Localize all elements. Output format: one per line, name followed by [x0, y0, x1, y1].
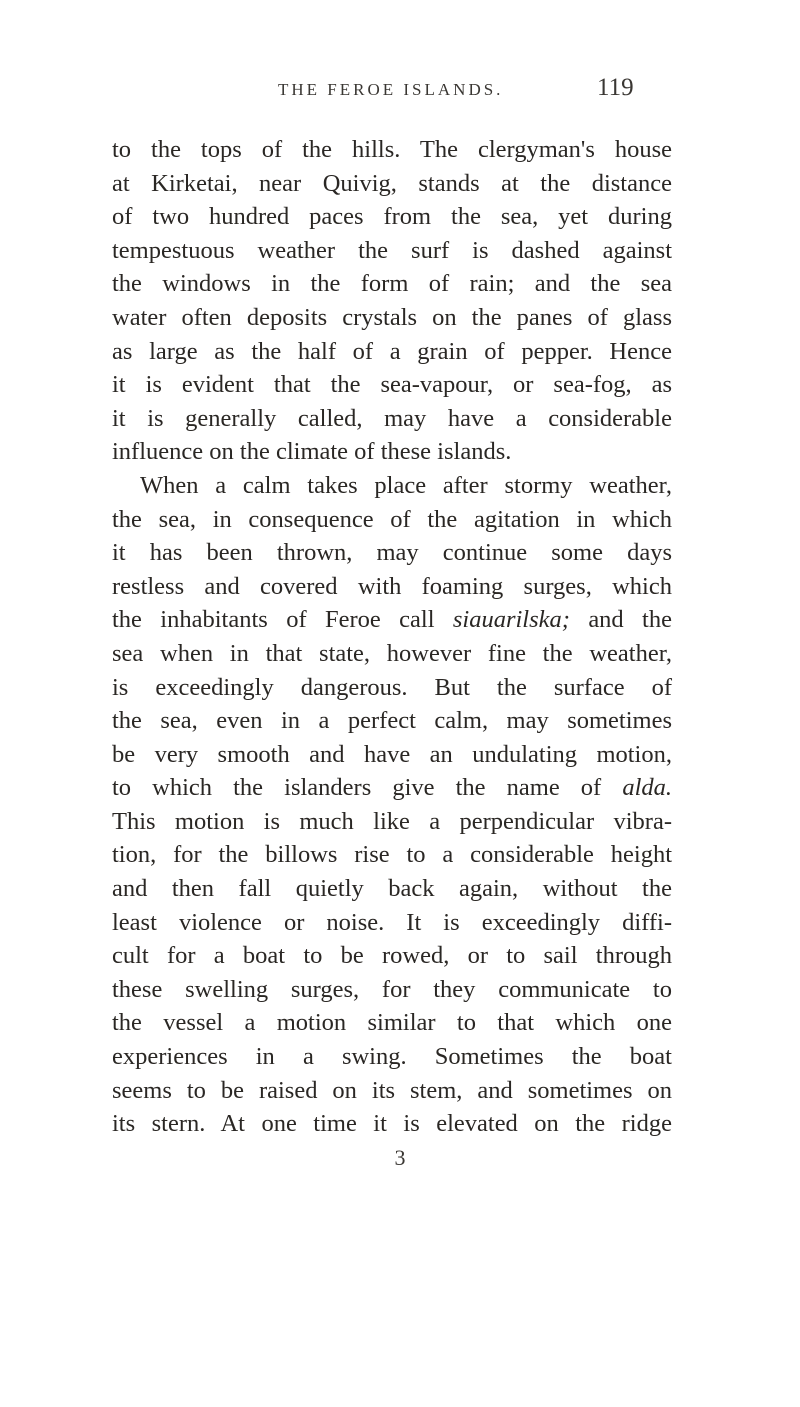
- text-segment: tion, for the billows rise to a considerable height: [112, 841, 672, 869]
- text-line: [112, 267, 672, 301]
- text-line: [112, 1006, 672, 1040]
- text-line: [112, 435, 672, 469]
- text-line: [112, 536, 672, 570]
- italic-term: alda.: [622, 774, 672, 802]
- text-line: [112, 1040, 672, 1074]
- text-segment: its stern. At one time it is elevated on the ridge: [112, 1110, 672, 1138]
- text-segment: experiences in a swing. Sometimes the boat: [112, 1043, 672, 1071]
- signature-mark: 3: [394, 1145, 406, 1170]
- text-segment: least violence or noise. It is exceedingly diffi-: [112, 908, 672, 936]
- text-segment: to which the islanders give the name of: [112, 774, 623, 802]
- text-segment: these swelling surges, for they communicate to: [112, 975, 672, 1003]
- text-line: [112, 368, 672, 402]
- text-line: [112, 872, 672, 906]
- text-line: [112, 671, 672, 705]
- body-text: [112, 133, 672, 1141]
- text-segment: to the tops of the hills. The clergyman's house: [112, 136, 672, 163]
- text-segment: as large as the half of a grain of pepper. Hence: [112, 337, 672, 365]
- text-line: [112, 805, 672, 839]
- text-segment: the vessel a motion similar to that which one: [112, 1009, 672, 1037]
- text-line: [112, 301, 672, 335]
- text-line: [112, 1074, 672, 1108]
- italic-term: siauarilska;: [452, 606, 570, 634]
- text-line: [112, 200, 672, 234]
- text-line: [112, 603, 672, 637]
- text-segment: restless and covered with foaming surges, which: [112, 572, 672, 600]
- text-line: [112, 402, 672, 436]
- text-line: [112, 973, 672, 1007]
- text-line: [112, 637, 672, 671]
- text-line: [112, 167, 672, 201]
- text-line: [112, 704, 672, 738]
- text-line: [112, 838, 672, 872]
- text-line: [112, 335, 672, 369]
- text-segment: and the: [569, 606, 672, 634]
- text-line: [112, 503, 672, 537]
- text-segment: water often deposits crystals on the panes of glass: [112, 303, 672, 331]
- running-head: THE FEROE ISLANDS.: [278, 80, 504, 99]
- text-line: [112, 234, 672, 268]
- text-segment: is exceedingly dangerous. But the surface of: [112, 673, 672, 701]
- text-segment: influence on the climate of these islands.: [112, 438, 512, 466]
- text-segment: it has been thrown, may continue some days: [112, 539, 672, 567]
- text-segment: it is evident that the sea-vapour, or sea-fog, as: [112, 371, 672, 399]
- text-line: [112, 771, 672, 805]
- text-segment: and then fall quietly back again, without the: [112, 875, 672, 903]
- text-line: [112, 1107, 672, 1141]
- page-number: 119: [597, 74, 634, 101]
- text-segment: This motion is much like a perpendicular vibra-: [112, 807, 672, 835]
- text-line: [112, 570, 672, 604]
- text-segment: the inhabitants of Feroe call: [112, 606, 453, 634]
- text-segment: be very smooth and have an undulating motion,: [112, 740, 672, 768]
- text-segment: seems to be raised on its stem, and sometimes on: [112, 1076, 672, 1104]
- text-segment: at Kirketai, near Quivig, stands at the distance: [112, 169, 672, 197]
- text-segment: the windows in the form of rain; and the sea: [112, 270, 672, 298]
- text-segment: of two hundred paces from the sea, yet during: [112, 203, 672, 231]
- text-segment: tempestuous weather the surf is dashed against: [112, 236, 672, 264]
- text-segment: When a calm takes place after stormy weather,: [140, 471, 672, 499]
- text-line: [112, 469, 672, 503]
- text-line: [112, 133, 672, 167]
- text-line: [112, 738, 672, 772]
- text-segment: the sea, even in a perfect calm, may sometimes: [112, 707, 672, 735]
- text-line: [112, 939, 672, 973]
- text-segment: the sea, in consequence of the agitation in which: [112, 505, 672, 533]
- text-line: [112, 906, 672, 940]
- text-segment: it is generally called, may have a considerable: [112, 404, 672, 432]
- text-segment: cult for a boat to be rowed, or to sail through: [112, 942, 672, 970]
- text-segment: sea when in that state, however fine the weather,: [112, 639, 672, 667]
